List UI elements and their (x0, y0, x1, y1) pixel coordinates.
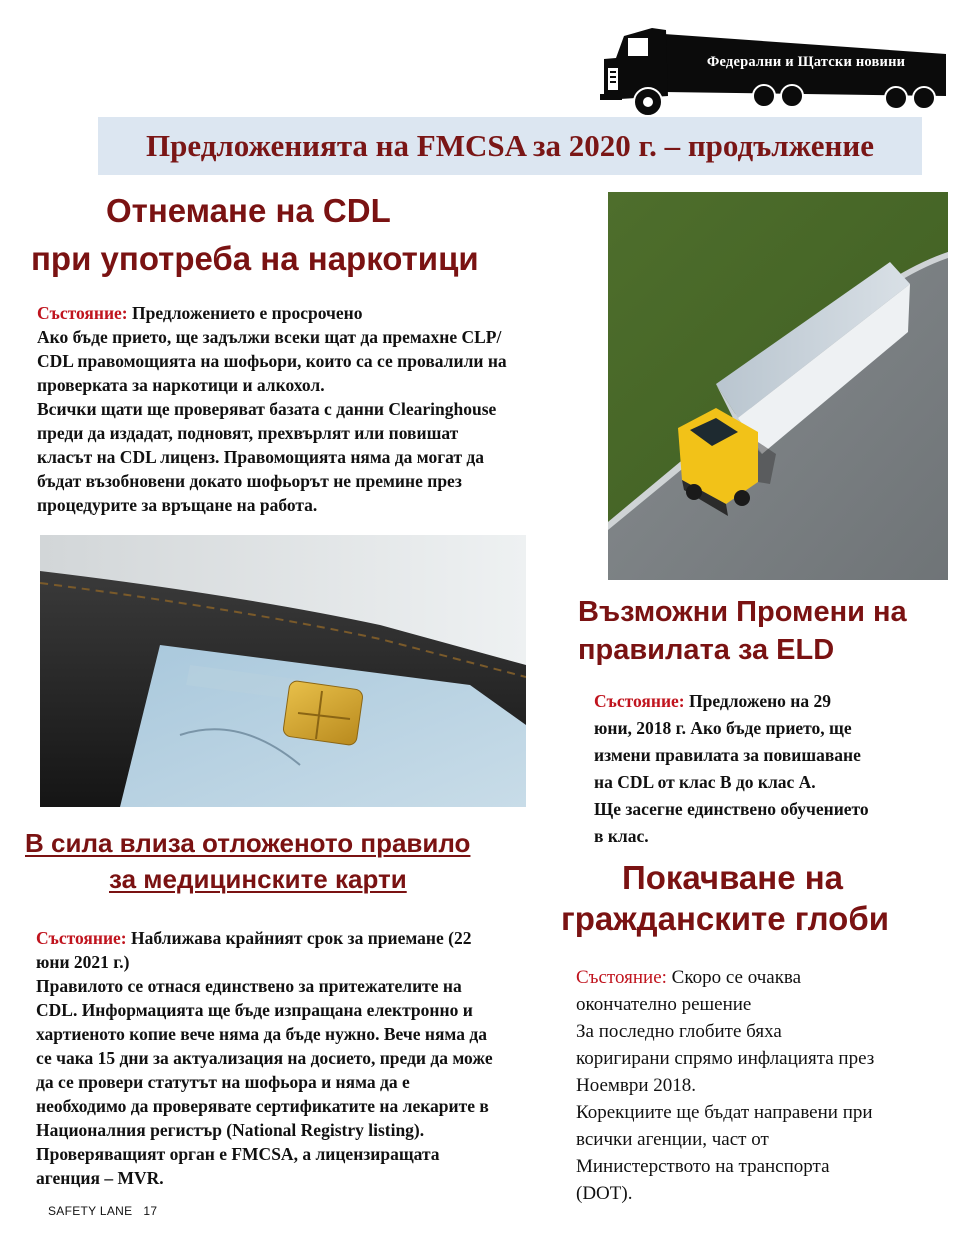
status-label: Състояние: (576, 967, 667, 988)
body-line: Министерството на транспорта (576, 1156, 830, 1177)
section-logo-label: Федерални и Щатски новини (706, 54, 906, 70)
body-line: Правилото се отнася единствено за притежателите на (36, 976, 462, 996)
body-line: Проверяващият орган е FMCSA, а лицензиращата (36, 1144, 440, 1164)
medical-body (36, 926, 556, 1190)
body-line: CDL правомощията на шофьори, които са се провалили на (37, 351, 507, 371)
body-line: Ако бъде прието, ще задължи всеки щат да премахне CLP/ (37, 327, 502, 347)
body-line: хартиеното копие вече няма да бъде нужно. Вече няма да (36, 1024, 487, 1044)
body-line: в клас. (594, 826, 649, 846)
medical-card-photo (40, 535, 526, 807)
body-line: Всички щати ще проверяват базата с данни Clearinghouse (37, 399, 497, 419)
truck-logo (594, 14, 964, 122)
body-line: бъдат възобновени докато шофьорът не премине през (37, 471, 462, 491)
body-line: се чака 15 дни за актуализация на досието, преди да може (36, 1048, 493, 1068)
eld-title-line1: Възможни Промени на (578, 596, 907, 628)
page-footer (48, 1204, 157, 1218)
truck-road-photo (608, 192, 948, 580)
body-line: преди да издадат, подновят, прехвърлят или повишат (37, 423, 459, 443)
status-label: Състояние: (37, 303, 128, 323)
eld-title-line2: правилата за ELD (578, 634, 835, 666)
body-line: класът на CDL лиценз. Правомощията няма да могат да (37, 447, 485, 467)
fines-body (576, 964, 946, 1207)
body-line: Националния регистър (National Registry listing). (36, 1120, 425, 1140)
cdl-drugs-body (37, 301, 577, 517)
fines-title-line1: Покачване на (622, 859, 844, 896)
fines-title-line2: гражданските глоби (561, 900, 890, 937)
cdl-drugs-title-line1: Отнемане на CDL (106, 192, 391, 229)
cdl-drugs-title-line2: при употреба на наркотици (31, 240, 479, 277)
status-value: Скоро се очаква (666, 967, 802, 988)
body-line: CDL. Информацията ще бъде изпращана електронно и (36, 1000, 473, 1020)
body-line: проверката за наркотици и алкохол. (37, 375, 325, 395)
body-line: да се провери статутът на шофьора и няма да е (36, 1072, 410, 1092)
body-line: процедурите за връщане на работа. (37, 495, 318, 515)
body-line: Предложено на 29 (684, 691, 832, 711)
eld-body (594, 688, 954, 850)
body-line: Ноември 2018. (576, 1075, 697, 1096)
body-line: За последно глобите бяха (576, 1021, 782, 1042)
status-label: Състояние: (36, 928, 127, 948)
page-number: 17 (143, 1204, 158, 1218)
body-line: юни 2021 г.) (36, 952, 130, 972)
body-line: Корекциите ще бъдат направени при (576, 1102, 873, 1123)
body-line: на CDL от клас B до клас A. (594, 772, 816, 792)
body-line: агенция – MVR. (36, 1168, 164, 1188)
body-line: Ще засегне единствено обучението (594, 799, 869, 819)
body-line: юни, 2018 г. Ако бъде прието, ще (594, 718, 852, 738)
medical-title-line2: за медицинските карти (109, 864, 407, 894)
status-label: Състояние: (594, 691, 685, 711)
status-value: Предложението е просрочено (127, 303, 363, 323)
page-title: Предложенията на FMCSA за 2020 г. – продължение (145, 128, 874, 163)
publication-name: SAFETY LANE (48, 1204, 133, 1218)
medical-title-line1: В сила влиза отложеното правило (25, 828, 471, 858)
body-line: всички агенции, част от (576, 1129, 769, 1150)
body-line: (DOT). (576, 1183, 633, 1204)
header-banner (98, 117, 922, 175)
status-value: Наближава крайният срок за приемане (22 (126, 928, 472, 948)
body-line: необходимо да проверявате сертификатите на лекарите в (36, 1096, 489, 1116)
body-line: окончателно решение (576, 994, 752, 1015)
body-line: измени правилата за повишаване (594, 745, 861, 765)
body-line: коригирани спрямо инфлацията през (576, 1048, 875, 1069)
